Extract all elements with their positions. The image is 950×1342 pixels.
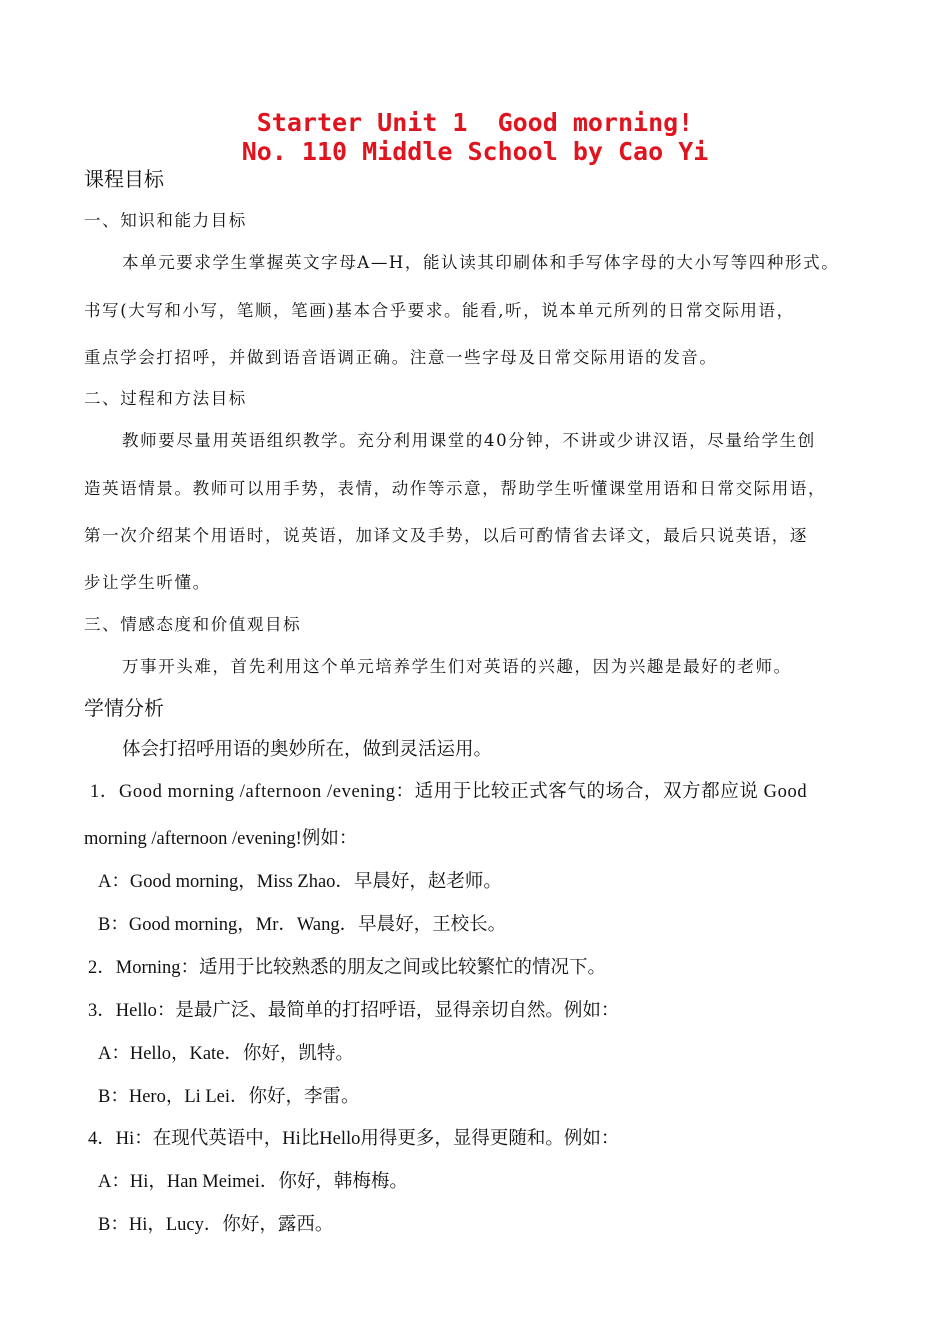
paragraph-line: 体会打招呼用语的奥妙所在，做到灵活运用。 — [122, 740, 493, 760]
dialog-line: B：Good morning，Mr．Wang．早晨好，王校长。 — [98, 915, 507, 935]
paragraph-line: 本单元要求学生掌握英文字母A—H，能认读其印刷体和手写体字母的大小写等四种形式。 — [122, 253, 840, 272]
section-heading-analysis: 学情分析 — [84, 696, 164, 720]
list-item: 4．Hi：在现代英语中，Hi比Hello用得更多，显得更随和。例如： — [88, 1129, 620, 1149]
subheading-emotion: 三、情感态度和价值观目标 — [84, 615, 302, 634]
dialog-line: A：Good morning，Miss Zhao．早晨好，赵老师。 — [98, 872, 502, 892]
paragraph-line: 第一次介绍某个用语时，说英语，加译文及手势，以后可酌情省去译文，最后只说英语，逐 — [84, 526, 808, 545]
dialog-line: B：Hi，Lucy．你好，露西。 — [98, 1215, 334, 1235]
paragraph-line: 重点学会打招呼，并做到语音语调正确。注意一些字母及日常交际用语的发音。 — [84, 348, 718, 367]
document-subtitle: No. 110 Middle School by Cao Yi — [241, 137, 709, 166]
list-item: 2．Morning：适用于比较熟悉的朋友之间或比较繁忙的情况下。 — [88, 958, 607, 978]
list-item: 3．Hello：是最广泛、最简单的打招呼语，显得亲切自然。例如： — [88, 1001, 620, 1021]
paragraph-line: 造英语情景。教师可以用手势，表情，动作等示意，帮助学生听懂课堂用语和日常交际用语， — [84, 479, 827, 498]
paragraph-line: 万事开头难，首先利用这个单元培养学生们对英语的兴趣，因为兴趣是最好的老师。 — [122, 657, 792, 676]
document-title: Starter Unit 1 Good morning! — [256, 108, 694, 137]
paragraph-line: 书写(大写和小写，笔顺，笔画)基本合乎要求。能看,听，说本单元所列的日常交际用语， — [84, 301, 795, 320]
dialog-line: A：Hi，Han Meimei．你好，韩梅梅。 — [98, 1172, 408, 1192]
section-heading-course-goals: 课程目标 — [84, 167, 164, 191]
list-item: morning /afternoon /evening!例如： — [84, 829, 358, 849]
paragraph-line: 步让学生听懂。 — [84, 573, 211, 592]
dialog-line: A：Hello，Kate．你好，凯特。 — [98, 1044, 354, 1064]
subheading-process: 二、过程和方法目标 — [84, 389, 247, 408]
subheading-knowledge: 一、知识和能力目标 — [84, 211, 247, 230]
list-item: 1．Good morning /afternoon /evening：适用于比较正式客气的场合，双方都应说 Good — [90, 782, 808, 802]
dialog-line: B：Hero，Li Lei．你好，李雷。 — [98, 1087, 360, 1107]
paragraph-line: 教师要尽量用英语组织教学。充分利用课堂的40分钟，不讲或少讲汉语，尽量给学生创 — [122, 431, 816, 450]
